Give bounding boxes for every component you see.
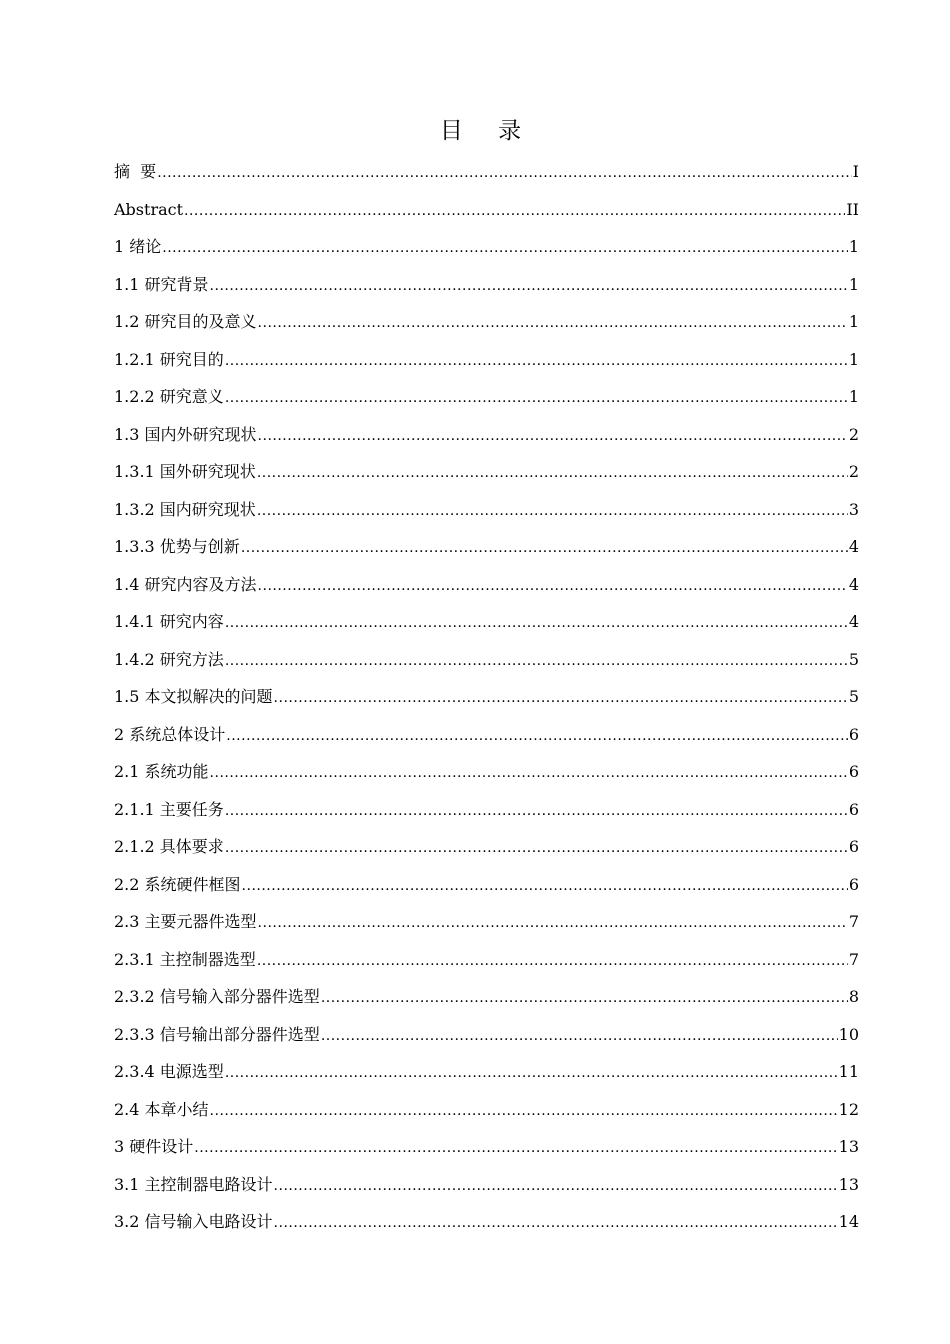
toc-leader-dots (225, 830, 848, 868)
toc-page-number: 3 (848, 499, 859, 519)
toc-entry-label: 2.1 系统功能 (114, 762, 209, 781)
toc-entry-label: 1.5 本文拟解决的问题 (114, 687, 273, 706)
toc-entry[interactable] (114, 866, 859, 904)
toc-entry-label: 2.3.1 主控制器选型 (114, 949, 256, 969)
toc-leader-dots (274, 1205, 838, 1243)
toc-entry[interactable] (114, 753, 859, 791)
toc-page-number: 7 (848, 912, 859, 931)
toc-leader-dots (162, 230, 848, 268)
toc-entry-label: 1.2 研究目的及意义 (114, 312, 257, 331)
toc-entry-label: 2.2 系统硬件框图 (114, 874, 241, 894)
toc-page-number: 6 (848, 799, 859, 819)
page-title: 目 录 (439, 118, 536, 144)
toc-page-number: 1 (848, 312, 859, 331)
toc-entry-label: 1.4 研究内容及方法 (114, 574, 257, 594)
toc-leader-dots (241, 530, 848, 568)
toc-page-number: 1 (848, 387, 859, 406)
toc-leader-dots (225, 643, 848, 681)
toc-entry[interactable] (114, 641, 859, 679)
toc-entry[interactable] (114, 566, 859, 604)
toc-entry[interactable] (114, 153, 859, 191)
toc-leader-dots (258, 418, 848, 456)
toc-entry[interactable] (114, 453, 859, 491)
toc-entry[interactable] (114, 1166, 859, 1204)
toc-entry-label: 1.3 国内外研究现状 (114, 424, 257, 444)
toc-entry-label: 1.3.3 优势与创新 (114, 537, 240, 556)
toc-entry[interactable] (114, 828, 859, 866)
toc-entry[interactable] (114, 378, 859, 416)
toc-leader-dots (257, 455, 848, 493)
toc-page-number: 12 (838, 1099, 859, 1119)
toc-entry-label: 1.1 研究背景 (114, 274, 209, 294)
toc-entry-label: 2.1.2 具体要求 (114, 837, 224, 856)
toc-page-number: 1 (848, 349, 859, 369)
table-of-contents (114, 153, 859, 1241)
toc-page-number: II (846, 199, 859, 219)
toc-entry[interactable] (114, 978, 859, 1016)
toc-leader-dots (242, 868, 848, 906)
toc-page-number: 6 (848, 874, 859, 894)
toc-entry-label: 1 绪论 (114, 237, 162, 256)
toc-page-number: 8 (848, 987, 859, 1006)
toc-page-number: 14 (838, 1212, 859, 1231)
toc-leader-dots (194, 1130, 837, 1168)
toc-leader-dots (274, 1168, 838, 1206)
toc-entry[interactable] (114, 791, 859, 829)
toc-leader-dots (210, 268, 848, 306)
toc-entry[interactable] (114, 603, 859, 641)
toc-entry[interactable] (114, 303, 859, 341)
toc-leader-dots (225, 380, 848, 418)
toc-leader-dots (210, 755, 848, 793)
toc-leader-dots (321, 1018, 838, 1056)
toc-leader-dots (225, 343, 848, 381)
toc-entry-label: Abstract (114, 199, 184, 219)
toc-entry[interactable] (114, 1203, 859, 1241)
toc-entry-label: 3 硬件设计 (114, 1137, 194, 1156)
toc-entry-label: 2.3.3 信号输出部分器件选型 (114, 1024, 320, 1044)
toc-entry-label: 1.3.1 国外研究现状 (114, 462, 256, 481)
toc-page-number: 6 (848, 724, 859, 744)
toc-page-number: 11 (838, 1062, 859, 1081)
toc-leader-dots (257, 943, 848, 981)
toc-leader-dots (258, 905, 848, 943)
toc-page-number: 1 (848, 274, 859, 294)
toc-page-number: 2 (848, 462, 859, 481)
toc-leader-dots (226, 718, 848, 756)
toc-leader-dots (210, 1093, 838, 1131)
toc-entry[interactable] (114, 903, 859, 941)
toc-entry-label: 1.3.2 国内研究现状 (114, 499, 256, 519)
toc-page-number: 4 (848, 537, 859, 556)
toc-leader-dots (257, 493, 848, 531)
toc-entry[interactable] (114, 678, 859, 716)
toc-entry[interactable] (114, 1016, 859, 1054)
toc-entry-label: 3.2 信号输入电路设计 (114, 1212, 273, 1231)
toc-entry[interactable] (114, 416, 859, 454)
toc-entry[interactable] (114, 491, 859, 529)
toc-entry-label: 1.2.2 研究意义 (114, 387, 224, 406)
toc-entry[interactable] (114, 941, 859, 979)
toc-page-number: 4 (848, 574, 859, 594)
toc-entry[interactable] (114, 228, 859, 266)
toc-entry-label: 2 系统总体设计 (114, 724, 226, 744)
toc-entry-label: 1.2.1 研究目的 (114, 349, 224, 369)
toc-page-number: 5 (848, 649, 859, 669)
toc-leader-dots (157, 155, 851, 193)
toc-page-number: 5 (848, 687, 859, 706)
toc-leader-dots (225, 605, 848, 643)
toc-page-number: 6 (848, 837, 859, 856)
toc-entry-label: 2.3 主要元器件选型 (114, 912, 257, 931)
toc-entry[interactable] (114, 191, 859, 229)
toc-entry[interactable] (114, 716, 859, 754)
toc-leader-dots (225, 793, 848, 831)
toc-page-number: 4 (848, 612, 859, 631)
toc-page-number: 13 (838, 1137, 859, 1156)
toc-entry-label: 2.3.2 信号输入部分器件选型 (114, 987, 320, 1006)
toc-leader-dots (274, 680, 848, 718)
toc-leader-dots (225, 1055, 838, 1093)
toc-entry-label: 摘 要 (114, 162, 157, 181)
toc-entry-label: 3.1 主控制器电路设计 (114, 1174, 273, 1194)
toc-entry-label: 1.4.2 研究方法 (114, 649, 224, 669)
toc-entry-label: 2.4 本章小结 (114, 1099, 209, 1119)
toc-leader-dots (258, 305, 848, 343)
toc-page-number: 7 (848, 949, 859, 969)
toc-entry[interactable] (114, 1091, 859, 1129)
toc-page-number: 13 (838, 1174, 859, 1194)
toc-page-number: 10 (838, 1024, 859, 1044)
toc-entry[interactable] (114, 1128, 859, 1166)
toc-entry[interactable] (114, 1053, 859, 1091)
toc-entry[interactable] (114, 266, 859, 304)
toc-page-number: 1 (848, 237, 859, 256)
toc-page-number: 2 (848, 424, 859, 444)
toc-leader-dots (258, 568, 848, 606)
toc-page-number: I (852, 162, 859, 181)
toc-leader-dots (321, 980, 848, 1018)
toc-entry-label: 2.3.4 电源选型 (114, 1062, 224, 1081)
toc-leader-dots (184, 193, 845, 231)
toc-entry[interactable] (114, 341, 859, 379)
toc-entry[interactable] (114, 528, 859, 566)
toc-page-number: 6 (848, 762, 859, 781)
toc-entry-label: 2.1.1 主要任务 (114, 799, 224, 819)
toc-entry-label: 1.4.1 研究内容 (114, 612, 224, 631)
